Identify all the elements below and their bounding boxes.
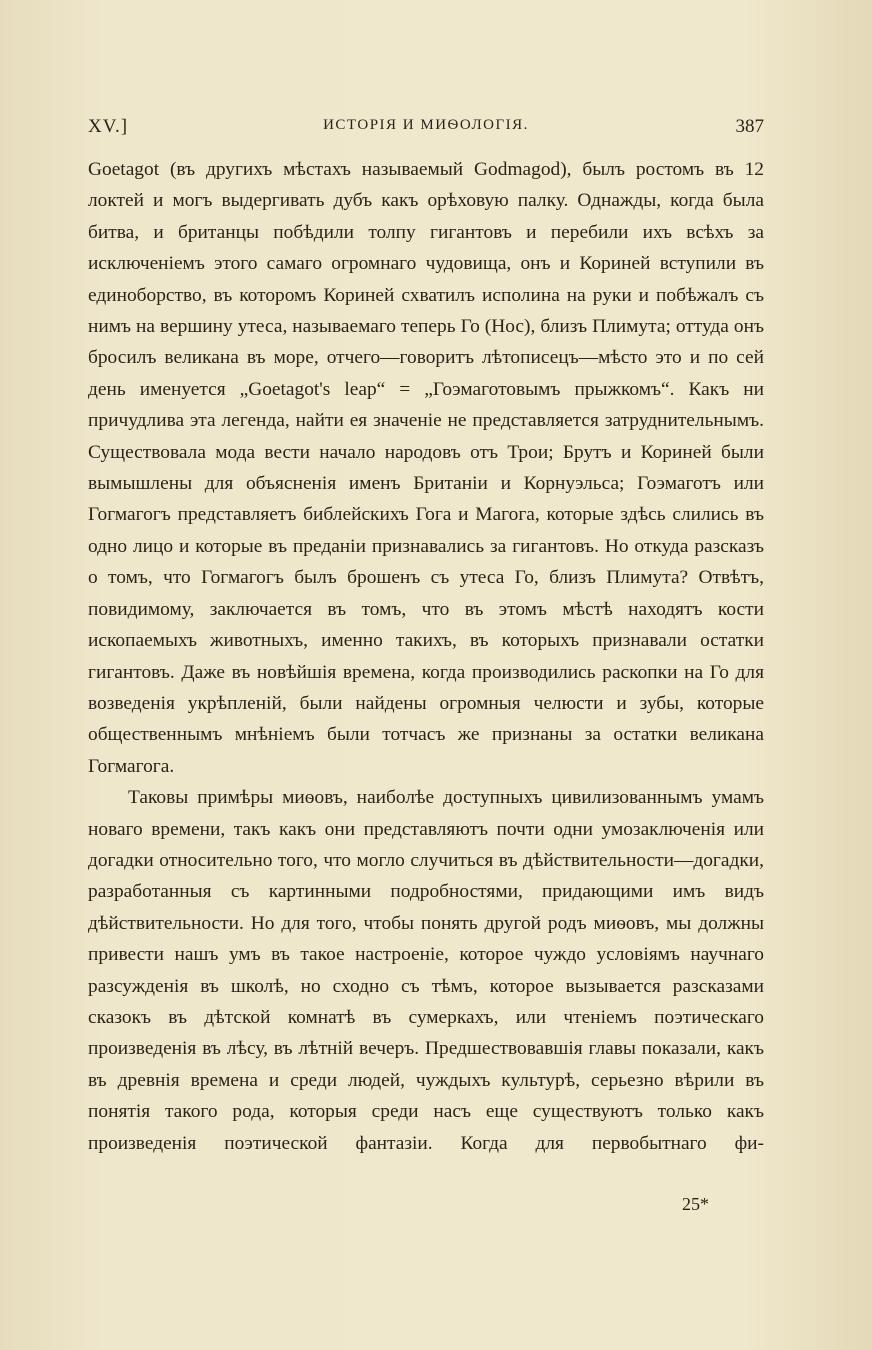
chapter-number: XV.] — [88, 116, 129, 137]
paragraph-1: Goetagot (въ другихъ мѣстахъ называемый Godmagod), былъ ростомъ въ 12 локтей и могъ выдергивать дубъ какъ орѣховую палку. Однажды, когда была битва, и британцы побѣдили толпу гигантовъ и перебили ихъ всѣхъ за исключеніемъ этого самаго огромнаго чудовища, онъ и Кориней вступили въ единоборство, въ которомъ Кориней схватилъ исполина на руки и побѣжалъ съ нимъ на вершину утеса, называемаго теперь Го (Нос), близъ Плимута; оттуда онъ бросилъ великана въ море, отчего—говоритъ лѣтописецъ—мѣсто это и по сей день именуется „Goetagot's leap“ = „Гоэмаготовымъ прыжкомъ“. Какъ ни причудлива эта легенда, найти ея значеніе не представляется затруднительнымъ. Существовала мода вести начало народовъ отъ Трои; Брутъ и Кориней были вымышлены для объясненія именъ Британіи и Корнуэльса; Гоэмаготъ или Гогмагогъ представляетъ библейскихъ Гога и Магога, которые здѣсь слились въ одно лицо и которые въ преданіи признавались за гигантовъ. Но откуда разсказъ о томъ, что Гогмагогъ былъ брошенъ съ утеса Го, близъ Плимута? Отвѣтъ, повидимому, заключается въ томъ, что въ этомъ мѣстѣ находятъ кости ископаемыхъ животныхъ, именно такихъ, въ которыхъ признавали остатки гигантовъ. Даже въ новѣйшія времена, когда производились раскопки на Го для возведенія укрѣпленій, были найдены огромныя челюсти и зубы, которые общественнымъ мнѣніемъ были тотчасъ же признаны за остатки великана Гогмагога. — [88, 159, 764, 777]
body-text — [88, 154, 764, 1159]
signature-mark: 25* — [682, 1194, 709, 1214]
running-title: ИСТОРІЯ И МИѲОЛОГІЯ. — [323, 117, 529, 133]
paragraph-2: Таковы примѣры миѳовъ, наиболѣе доступныхъ цивилизованнымъ умамъ новаго времени, такъ какъ они представляютъ почти одни умозаключенія или догадки относительно того, что могло случиться въ дѣйствительности—догадки, разработанныя съ картинными подробностями, придающими имъ видъ дѣйствительности. Но для того, чтобы понять другой родъ миѳовъ, мы должны привести нашъ умъ въ такое настроеніе, которое чуждо условіямъ научнаго разсужденія въ школѣ, но сходно съ тѣмъ, которое вызывается разсказами сказокъ въ дѣтской комнатѣ въ сумеркахъ, или чтеніемъ поэтическаго произведенія въ лѣсу, въ лѣтній вечеръ. Предшествовавшія главы показали, какъ въ древнія времена и среди людей, чуждыхъ культурѣ, серьезно вѣрили въ понятія такого рода, которыя среди насъ еще существуютъ только какъ произведенія поэтической фантазіи. Когда для первобытнаго фи- — [88, 787, 764, 1154]
running-header — [88, 116, 764, 140]
page-number: 387 — [735, 116, 764, 137]
